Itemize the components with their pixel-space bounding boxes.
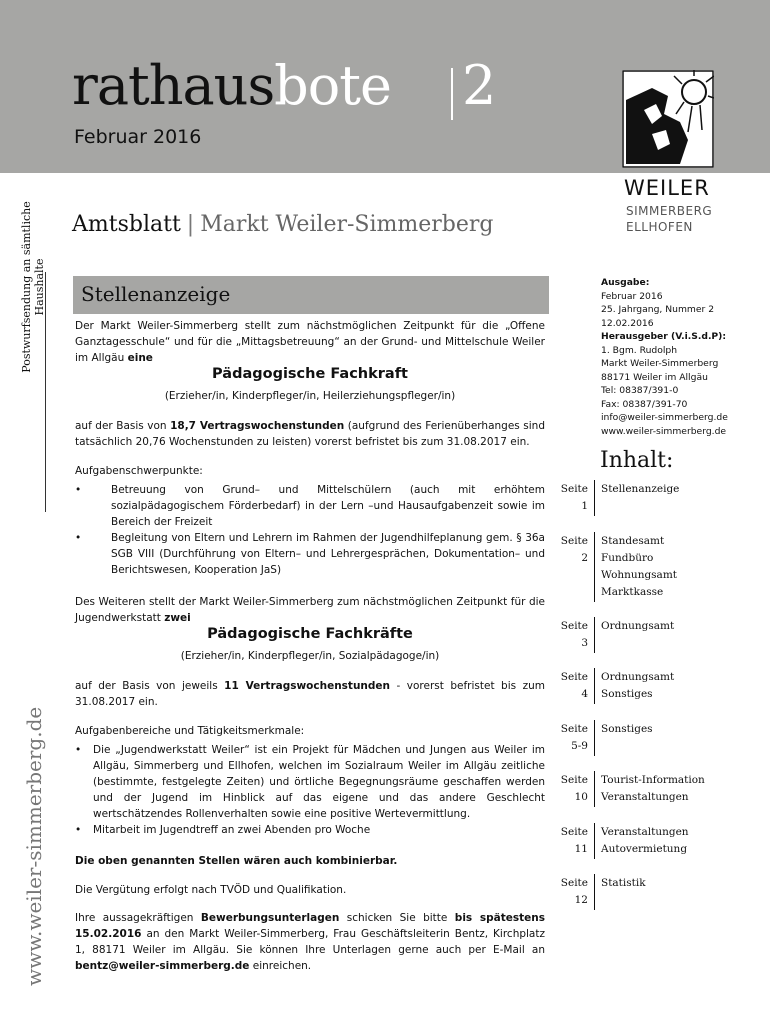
herausgeber-line: Markt Weiler-Simmerberg — [601, 358, 719, 369]
article-heading-box — [73, 276, 549, 314]
toc-page-number: 3 — [581, 637, 588, 649]
combinable-note: Die oben genannten Stellen wären auch kombinierbar. — [75, 855, 398, 867]
toc-seite-label: Seite — [560, 723, 588, 735]
herausgeber-phone: Tel: 08387/391-0 — [601, 385, 679, 396]
issue-number: 2 — [462, 54, 497, 117]
subtitle-separator: | — [186, 212, 195, 237]
toc-seite-label: Seite — [560, 535, 588, 547]
hours1-b: (aufgrund des Ferienüberhanges sind tatsächlich 20,76 Wochenstunden zu leisten) vorerst befristet bis zum 31.08.2017 ein. — [75, 420, 545, 448]
toc-item[interactable]: Sonstiges — [601, 723, 653, 735]
ausgabe-line: 12.02.2016 — [601, 317, 654, 329]
toc-page-number: 5-9 — [571, 740, 588, 752]
toc-item[interactable]: Veranstaltungen — [601, 826, 689, 838]
apply-bold2: bis spätestens 15.02.2016 — [75, 912, 546, 940]
further-a: Des Weiteren stellt der Markt Weiler-Simmerberg zum nächstmöglichen Zeitpunkt für die Jugendwerkstatt — [75, 596, 545, 624]
subtitle — [72, 212, 494, 237]
logo-weiler: WEILER — [624, 176, 710, 200]
inhalt-title: Inhalt: — [600, 448, 674, 473]
herausgeber-line: 1. Bgm. Rudolph — [601, 344, 678, 356]
toc-seite-label: Seite — [560, 620, 588, 632]
toc-divider — [594, 823, 595, 859]
toc-divider — [594, 480, 595, 516]
toc-divider — [594, 720, 595, 756]
hours1-bold: 18,7 Vertragswochenstunden — [170, 420, 345, 432]
herausgeber-website[interactable]: www.weiler-simmerberg.de — [601, 425, 727, 437]
toc-page-number: 4 — [581, 688, 588, 700]
toc-page-number: 2 — [581, 552, 588, 564]
toc-divider — [594, 874, 595, 910]
area-item: Mitarbeit im Jugendtreff an zwei Abenden pro Woche — [93, 824, 371, 836]
areas-label: Aufgabenbereiche und Tätigkeitsmerkmale: — [75, 725, 305, 737]
apply-email[interactable]: bentz@weiler-simmerberg.de — [75, 960, 250, 972]
apply-d: einreichen. — [252, 960, 312, 972]
bullet-icon: • — [75, 532, 82, 544]
toc-page-number: 1 — [581, 500, 588, 512]
toc-item[interactable]: Wohnungsamt — [601, 569, 677, 581]
toc-divider — [594, 771, 595, 807]
ausgabe-label: Ausgabe: — [601, 277, 650, 288]
postwurf-note: Postwurfsendung an sämtliche Haushalte — [20, 201, 46, 373]
toc-page-number: 11 — [574, 843, 588, 855]
job1-subtitle: (Erzieher/in, Kinderpfleger/in, Heilerziehungspfleger/in) — [164, 390, 456, 402]
bullet-icon: • — [75, 824, 82, 836]
job1-title: Pädagogische Fachkraft — [212, 366, 408, 382]
task-item: Betreuung von Grund– und Mittelschülern (auch mit erhöhtem sozialpädagogischem Förderbedarf) in der Lern –und Hausaufgabenzeit sowie im Bereich der Freizeit — [111, 484, 545, 528]
toc-page-number: 10 — [574, 791, 588, 803]
toc-item[interactable]: Tourist-Information — [601, 774, 705, 786]
further-text — [75, 594, 545, 626]
logo-ellhofen: ELLHOFEN — [626, 220, 693, 234]
hours2-b: - vorerst befristet bis zum 31.08.2017 ein. — [75, 680, 545, 708]
subtitle-amtsblatt: Amtsblatt — [72, 212, 181, 237]
herausgeber-fax: Fax: 08387/391-70 — [601, 398, 688, 410]
municipality-logo — [622, 70, 714, 168]
toc-item[interactable]: Stellenanzeige — [601, 483, 680, 495]
toc-divider — [594, 532, 595, 602]
bullet-icon: • — [75, 744, 82, 756]
toc-item[interactable]: Sonstiges — [601, 688, 653, 700]
apply-b: schicken Sie bitte — [346, 912, 448, 924]
tasks-label: Aufgabenschwerpunkte: — [75, 465, 203, 477]
task-item: Begleitung von Eltern und Lehrern im Rahmen der Jugendhilfeplanung gem. § 36a SGB VIII (Durchführung von Eltern– und Lehrergesprächen, Dokumentation– und Berichtswesen, Kooperation JaS) — [111, 532, 545, 576]
herausgeber-label: Herausgeber (V.i.S.d.P): — [601, 331, 727, 342]
toc-item[interactable]: Statistik — [601, 877, 646, 889]
toc-item[interactable]: Veranstaltungen — [601, 791, 689, 803]
toc-item[interactable]: Autovermietung — [601, 843, 688, 855]
toc-page-number: 12 — [574, 894, 588, 906]
hours1-a: auf der Basis von — [75, 420, 167, 432]
masthead-title — [72, 56, 391, 116]
toc-seite-label: Seite — [560, 826, 588, 838]
subtitle-markt: Markt Weiler-Simmerberg — [200, 212, 494, 237]
toc-item[interactable]: Fundbüro — [601, 552, 654, 564]
intro-bold: eine — [127, 352, 153, 364]
masthead-title-part2: bote — [274, 54, 391, 117]
toc-item[interactable]: Ordnungsamt — [601, 620, 675, 632]
apply-a: Ihre aussagekräftigen — [75, 912, 194, 924]
apply-c: an den Markt Weiler-Simmerberg, Frau Geschäftsleiterin Bentz, Kirchplatz 1, 88171 Weiler im Allgäu. Sie können Ihre Unterlagen gerne auch per E-Mail an — [75, 928, 545, 956]
ausgabe-line: 25. Jahrgang, Nummer 2 — [601, 304, 715, 315]
job2-subtitle: (Erzieher/in, Kinderpfleger/in, Sozialpädagoge/in) — [180, 650, 440, 662]
further-bold: zwei — [164, 612, 191, 624]
article-heading: Stellenanzeige — [81, 282, 231, 306]
sun-gear-emblem-icon — [622, 70, 714, 168]
website-vertical: www.weiler-simmerberg.de — [22, 706, 46, 986]
herausgeber-email[interactable]: info@weiler-simmerberg.de — [601, 412, 728, 423]
apply-text — [75, 910, 545, 974]
herausgeber-line: 88171 Weiler im Allgäu — [601, 371, 708, 383]
intro-text: Der Markt Weiler-Simmerberg stellt zum nächstmöglichen Zeitpunkt für die „Offene Ganztagesschule“ und für die „Mittagsbetreuung“ an der Grund- und Mittelschule Weiler im Allgäu — [75, 320, 545, 364]
masthead-divider — [451, 68, 453, 120]
toc-seite-label: Seite — [560, 877, 588, 889]
toc-item[interactable]: Ordnungsamt — [601, 671, 675, 683]
area-item: Die „Jugendwerkstatt Weiler“ ist ein Projekt für Mädchen und Jungen aus Weiler im Allgäu, Simmerberg und Ellhofen, welchen im Sozialraum Weiler im Allgäu zeitliche (bestimmte, festgelegte Zeiten) und örtliche Begegnungsräume geschaffen werden und der Jugend im Hinblick auf das eigene und das andere Geschlecht wertschätzendes Rollenverhalten sowie eine positive Wertevermittlung. — [93, 744, 545, 820]
toc-item[interactable]: Standesamt — [601, 535, 665, 547]
apply-bold1: Bewerbungsunterlagen — [200, 912, 340, 924]
masthead-title-part1: rathaus — [72, 54, 275, 117]
hours2 — [75, 678, 545, 710]
ausgabe-line: Februar 2016 — [601, 290, 663, 302]
toc-item[interactable]: Marktkasse — [601, 586, 664, 598]
logo-simmerberg: SIMMERBERG — [626, 204, 713, 218]
hours1 — [75, 418, 545, 450]
job2-title: Pädagogische Fachkräfte — [207, 626, 413, 642]
toc-seite-label: Seite — [560, 671, 588, 683]
article-intro — [75, 318, 545, 366]
hours2-a: auf der Basis von jeweils — [75, 680, 218, 692]
pay-note: Die Vergütung erfolgt nach TVÖD und Qualifikation. — [75, 884, 347, 896]
toc-divider — [594, 617, 595, 653]
toc-seite-label: Seite — [560, 774, 588, 786]
hours2-bold: 11 Vertragswochenstunden — [224, 680, 391, 692]
issue-date: Februar 2016 — [74, 126, 202, 148]
toc-divider — [594, 668, 595, 704]
toc-seite-label: Seite — [560, 483, 588, 495]
bullet-icon: • — [75, 484, 82, 496]
